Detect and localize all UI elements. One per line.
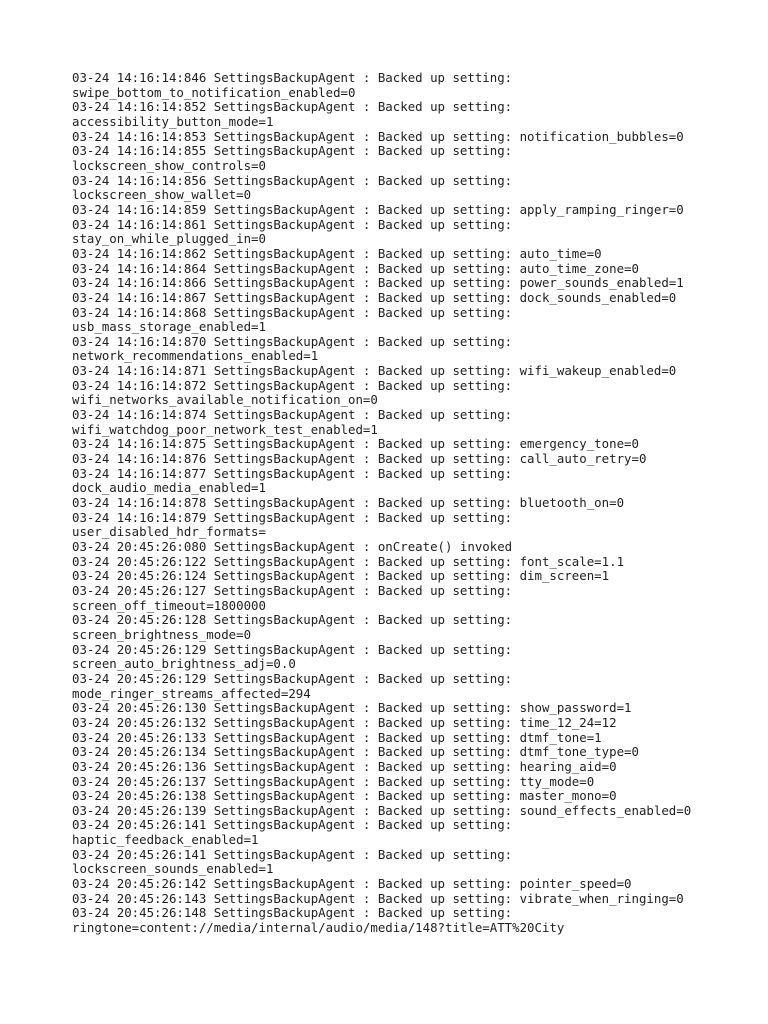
log-line: 03-24 20:45:26:124 SettingsBackupAgent : Backed up setting: dim_screen=1 <box>72 568 610 584</box>
log-line: accessibility_button_mode=1 <box>72 113 274 129</box>
log-line: screen_off_timeout=1800000 <box>72 597 266 613</box>
log-line: stay_on_while_plugged_in=0 <box>72 231 266 247</box>
log-line: 03-24 20:45:26:138 SettingsBackupAgent : Backed up setting: master_mono=0 <box>72 788 617 804</box>
log-line: 03-24 14:16:14:878 SettingsBackupAgent : Backed up setting: bluetooth_on=0 <box>72 495 625 511</box>
log-document <box>72 71 752 936</box>
log-line: 03-24 14:16:14:866 SettingsBackupAgent : Backed up setting: power_sounds_enabled=1 <box>72 275 684 291</box>
log-line: 03-24 14:16:14:872 SettingsBackupAgent : Backed up setting: <box>72 377 513 393</box>
log-line: 03-24 20:45:26:136 SettingsBackupAgent : Backed up setting: hearing_aid=0 <box>72 758 617 774</box>
log-line: 03-24 20:45:26:080 SettingsBackupAgent : onCreate() invoked <box>72 539 513 554</box>
log-line: 03-24 20:45:26:128 SettingsBackupAgent : Backed up setting: <box>72 612 513 628</box>
log-line: 03-24 20:45:26:143 SettingsBackupAgent : Backed up setting: vibrate_when_ringing=0 <box>72 890 684 906</box>
log-line: 03-24 14:16:14:875 SettingsBackupAgent : Backed up setting: emergency_tone=0 <box>72 436 639 452</box>
log-line: wifi_watchdog_poor_network_test_enabled=1 <box>72 421 378 437</box>
log-line: 03-24 20:45:26:130 SettingsBackupAgent : Backed up setting: show_password=1 <box>72 700 632 716</box>
log-line: screen_brightness_mode=0 <box>72 626 252 642</box>
log-line: 03-24 20:45:26:137 SettingsBackupAgent : Backed up setting: tty_mode=0 <box>72 773 595 789</box>
log-line: 03-24 14:16:14:877 SettingsBackupAgent : Backed up setting: <box>72 465 513 481</box>
log-line: ringtone=content://media/internal/audio/media/148?title=ATT%20City <box>72 920 565 936</box>
log-line: 03-24 14:16:14:874 SettingsBackupAgent : Backed up setting: <box>72 407 513 423</box>
log-line: 03-24 20:45:26:141 SettingsBackupAgent : Backed up setting: <box>72 846 513 862</box>
log-line: 03-24 20:45:26:129 SettingsBackupAgent : Backed up setting: <box>72 670 513 686</box>
log-line: 03-24 14:16:14:861 SettingsBackupAgent : Backed up setting: <box>72 216 513 232</box>
log-line: 03-24 14:16:14:856 SettingsBackupAgent : Backed up setting: <box>72 172 513 188</box>
log-line: swipe_bottom_to_notification_enabled=0 <box>72 84 356 100</box>
log-line: lockscreen_show_wallet=0 <box>72 187 252 203</box>
log-line: lockscreen_show_controls=0 <box>72 157 266 173</box>
log-line: 03-24 20:45:26:122 SettingsBackupAgent : Backed up setting: font_scale=1.1 <box>72 553 625 569</box>
log-line: 03-24 14:16:14:868 SettingsBackupAgent : Backed up setting: <box>72 304 513 320</box>
log-line: 03-24 20:45:26:141 SettingsBackupAgent : Backed up setting: <box>72 817 513 833</box>
log-line: 03-24 20:45:26:148 SettingsBackupAgent : Backed up setting: <box>72 905 513 921</box>
log-line: 03-24 14:16:14:876 SettingsBackupAgent : Backed up setting: call_auto_retry=0 <box>72 451 647 467</box>
log-line: mode_ringer_streams_affected=294 <box>72 685 311 701</box>
log-line: 03-24 20:45:26:139 SettingsBackupAgent : Backed up setting: sound_effects_enabled=0 <box>72 802 692 818</box>
log-line: 03-24 20:45:26:132 SettingsBackupAgent : Backed up setting: time_12_24=12 <box>72 714 617 730</box>
log-line: 03-24 14:16:14:879 SettingsBackupAgent : Backed up setting: <box>72 509 513 525</box>
log-line: haptic_feedback_enabled=1 <box>72 832 259 848</box>
log-line: 03-24 14:16:14:853 SettingsBackupAgent : Backed up setting: notification_bubbles=0 <box>72 128 684 144</box>
log-line: 03-24 20:45:26:133 SettingsBackupAgent : Backed up setting: dtmf_tone=1 <box>72 729 602 745</box>
log-line: 03-24 14:16:14:859 SettingsBackupAgent : Backed up setting: apply_ramping_ringer=0 <box>72 201 684 217</box>
log-line: lockscreen_sounds_enabled=1 <box>72 861 274 877</box>
log-line: usb_mass_storage_enabled=1 <box>72 319 266 335</box>
log-line: user_disabled_hdr_formats= <box>72 524 266 540</box>
log-line: network_recommendations_enabled=1 <box>72 348 319 364</box>
log-line: 03-24 14:16:14:852 SettingsBackupAgent : Backed up setting: <box>72 99 513 115</box>
log-line: 03-24 14:16:14:871 SettingsBackupAgent : Backed up setting: wifi_wakeup_enabled=0 <box>72 363 677 379</box>
log-line: 03-24 14:16:14:864 SettingsBackupAgent : Backed up setting: auto_time_zone=0 <box>72 260 639 276</box>
log-line: 03-24 14:16:14:855 SettingsBackupAgent : Backed up setting: <box>72 143 513 159</box>
log-line: 03-24 20:45:26:127 SettingsBackupAgent : Backed up setting: <box>72 582 513 598</box>
log-line: 03-24 20:45:26:129 SettingsBackupAgent : Backed up setting: <box>72 641 513 657</box>
log-line: 03-24 14:16:14:867 SettingsBackupAgent : Backed up setting: dock_sounds_enabled=0 <box>72 289 677 305</box>
log-line: 03-24 14:16:14:846 SettingsBackupAgent : Backed up setting: <box>72 70 513 85</box>
log-line: 03-24 14:16:14:862 SettingsBackupAgent : Backed up setting: auto_time=0 <box>72 245 602 261</box>
log-line: screen_auto_brightness_adj=0.0 <box>72 656 296 672</box>
log-line: dock_audio_media_enabled=1 <box>72 480 266 496</box>
log-line: 03-24 20:45:26:134 SettingsBackupAgent : Backed up setting: dtmf_tone_type=0 <box>72 744 639 760</box>
log-line: wifi_networks_available_notification_on=0 <box>72 392 378 408</box>
log-line: 03-24 14:16:14:870 SettingsBackupAgent : Backed up setting: <box>72 333 513 349</box>
log-line: 03-24 20:45:26:142 SettingsBackupAgent : Backed up setting: pointer_speed=0 <box>72 876 632 892</box>
